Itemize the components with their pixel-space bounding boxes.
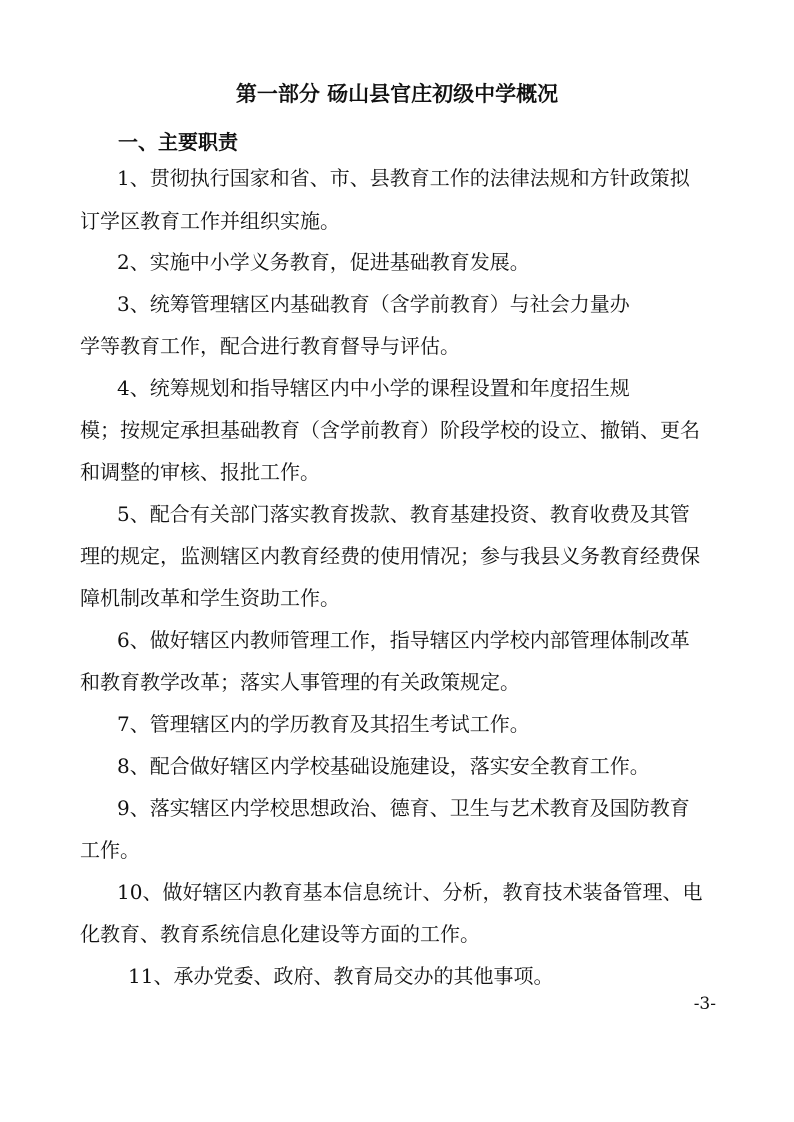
duty-2-line-1: 2、实施中小学义务教育，促进基础教育发展。 [117, 250, 530, 274]
duty-4-line-1: 4、统筹规划和指导辖区内中小学的课程设置和年度招生规 [117, 376, 630, 400]
duty-6-line-1: 6、做好辖区内教师管理工作，指导辖区内学校内部管理体制改革 [117, 628, 690, 652]
duty-6-line-2: 和教育教学改革；落实人事管理的有关政策规定。 [80, 670, 520, 694]
duty-9-line-2: 工作。 [80, 838, 140, 862]
duty-10-line-1: 10、做好辖区内教育基本信息统计、分析，教育技术装备管理、电 [117, 880, 703, 904]
duty-4-line-2: 模；按规定承担基础教育（含学前教育）阶段学校的设立、撤销、更名 [80, 418, 700, 442]
duty-7-line-1: 7、管理辖区内的学历教育及其招生考试工作。 [117, 712, 530, 736]
duty-5-line-2: 理的规定，监测辖区内教育经费的使用情况；参与我县义务教育经费保 [80, 544, 700, 568]
duty-1-line-1: 1、贯彻执行国家和省、市、县教育工作的法律法规和方针政策拟 [117, 166, 690, 190]
duty-5-line-1: 5、配合有关部门落实教育拨款、教育基建投资、教育收费及其管 [117, 502, 690, 526]
duty-8-line-1: 8、配合做好辖区内学校基础设施建设，落实安全教育工作。 [117, 754, 650, 778]
duty-11-line-1: 11、承办党委、政府、教育局交办的其他事项。 [128, 964, 554, 988]
duty-3-line-2: 学等教育工作，配合进行教育督导与评估。 [80, 334, 460, 358]
duty-1-line-2: 订学区教育工作并组织实施。 [80, 209, 340, 233]
page-title: 第一部分 砀山县官庄初级中学概况 [235, 82, 559, 106]
section-heading: 一、主要职责 [118, 130, 238, 154]
duty-4-line-3: 和调整的审核、报批工作。 [80, 460, 320, 484]
duty-3-line-1: 3、统筹管理辖区内基础教育（含学前教育）与社会力量办 [117, 292, 630, 316]
duty-9-line-1: 9、落实辖区内学校思想政治、德育、卫生与艺术教育及国防教育 [117, 796, 690, 820]
duty-5-line-3: 障机制改革和学生资助工作。 [80, 586, 340, 610]
duty-10-line-2: 化教育、教育系统信息化建设等方面的工作。 [80, 922, 480, 946]
page-number: -3- [693, 994, 716, 1014]
